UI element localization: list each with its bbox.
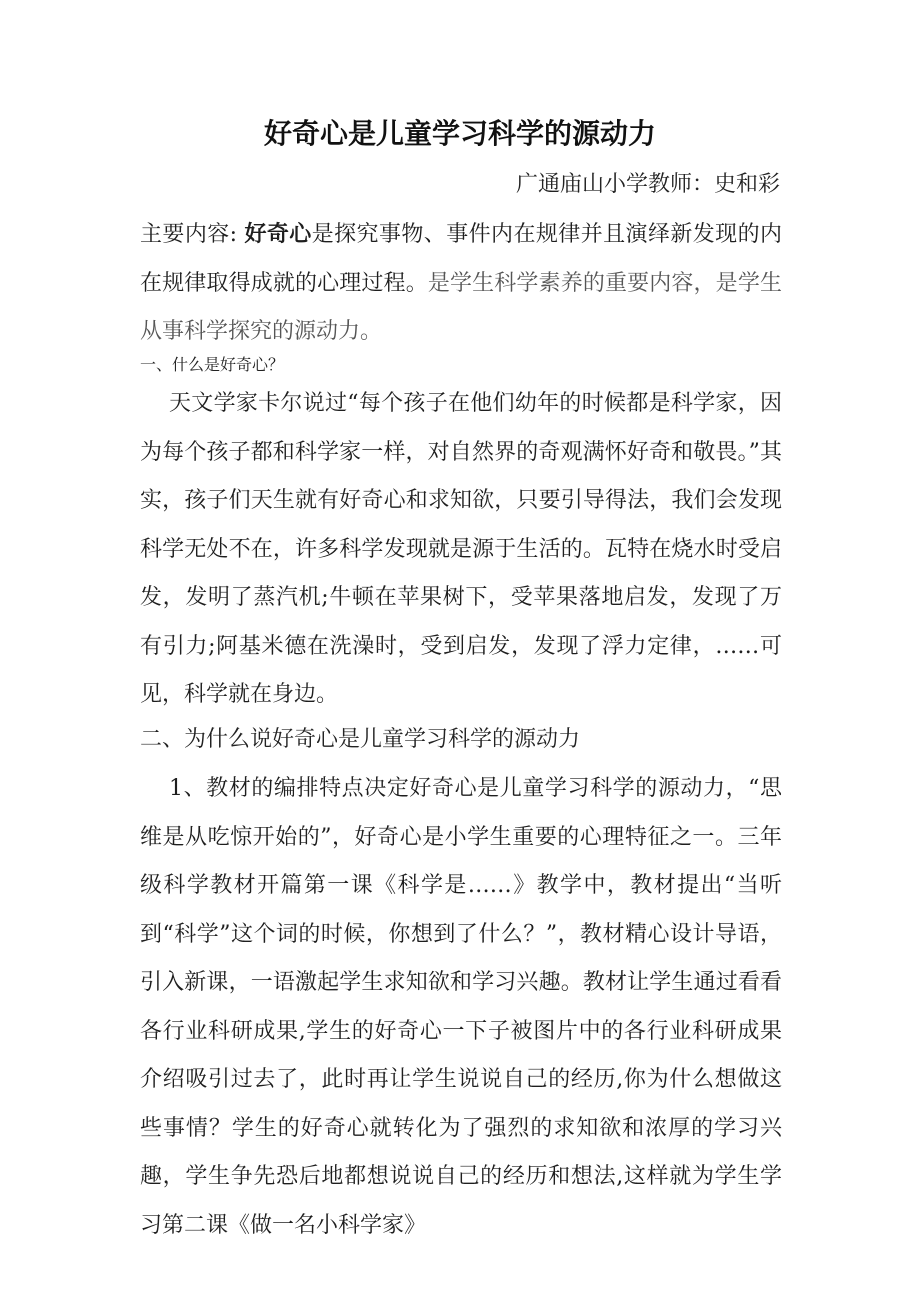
author-line: 广通庙山小学教师：史和彩 — [515, 172, 780, 197]
summary-note: 是学生科学素养的重要内容，是学生从事科学探究的源动力。 — [140, 270, 782, 344]
section-2-paragraph: 1、教材的编排特点决定好奇心是儿童学习科学的源动力，“思维是从吃惊开始的”，好奇心是小学生重要的心理特征之一。三年级科学教材开篇第一课《科学是……》教学中，教材提出“当听到“科学”这个词的时候，你想到了什么？”，教材精心设计导语，引入新课，一语激起学生求知欲和学习兴趣。教材让学生通过看看各行业科研成果,学生的好奇心一下子被图片中的各行业科研成果介绍吸引过去了，此时再让学生说说自己的经历,你为什么想做这些事情？学生的好奇心就转化为了强烈的求知欲和浓厚的学习兴趣，学生争先恐后地都想说说自己的经历和想法,这样就为学生学习第二课《做一名小科学家》 — [140, 776, 782, 1238]
section-2-heading: 二、为什么说好奇心是儿童学习科学的源动力 — [140, 727, 581, 752]
summary-bold-term: 好奇心 — [244, 221, 312, 247]
summary-label: 主要内容: — [140, 222, 245, 247]
document-title: 好奇心是儿童学习科学的源动力 — [263, 117, 656, 150]
summary-paragraph — [140, 210, 782, 357]
section-1-paragraph: 天文学家卡尔说过“每个孩子在他们幼年的时候都是科学家，因为每个孩子都和科学家一样，对自然界的奇观满怀好奇和敬畏。”其实，孩子们天生就有好奇心和求知欲，只要引导得法，我们会发现科学无处不在，许多科学发现就是源于生活的。瓦特在烧水时受启发，发明了蒸汽机;牛顿在苹果树下，受苹果落地启发，发现了万有引力;阿基米德在洗澡时，受到启发，发现了浮力定律，……可见，科学就在身边。 — [140, 391, 782, 707]
summary-definition: 是探究事物、事件内在规律并且演绎新发现的内在规律取得成就的心理过程。 — [140, 222, 782, 296]
section-1-heading: 一、什么是好奇心？ — [140, 355, 285, 374]
